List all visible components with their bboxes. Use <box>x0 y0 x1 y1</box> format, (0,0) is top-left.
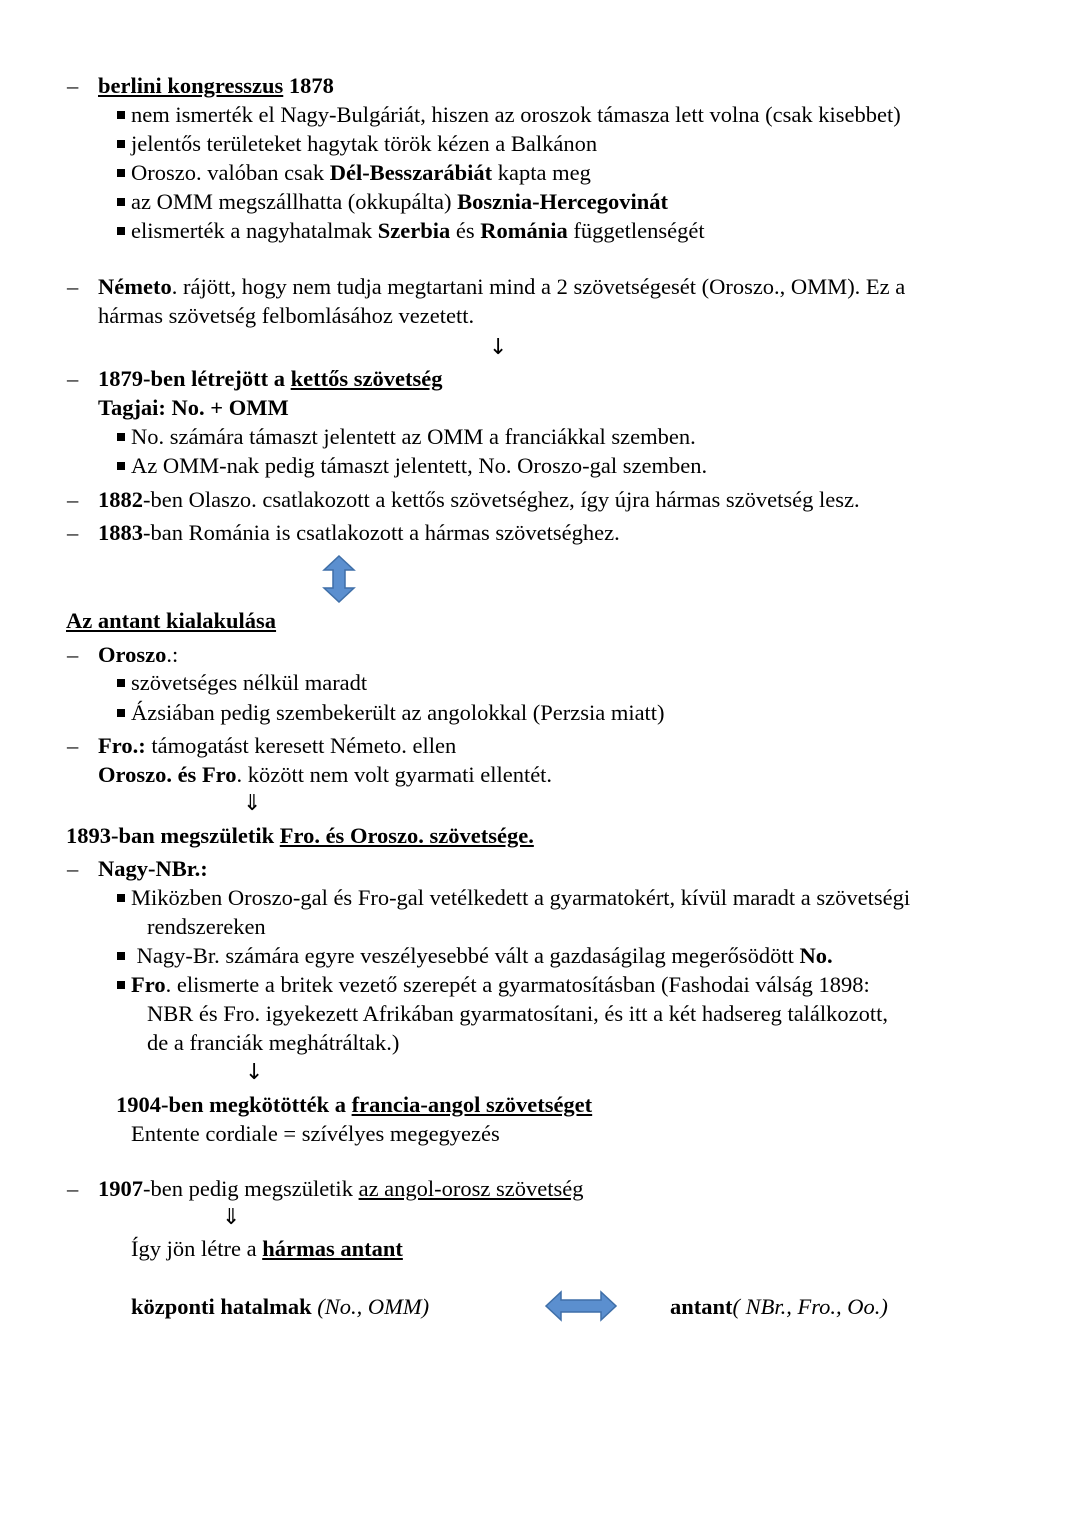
y1883-line <box>98 518 620 547</box>
bold-term: Románia <box>480 218 568 243</box>
bold-term: antant <box>670 1294 733 1319</box>
bullet-square-icon <box>117 433 125 441</box>
list-item <box>117 941 833 970</box>
bullet-square-icon <box>117 709 125 717</box>
kettos-heading <box>98 364 443 393</box>
underlined-term: az angol-orosz szövetség <box>358 1176 584 1201</box>
paragraph-text: Így jön létre a <box>131 1236 263 1261</box>
list-item-continuation: rendszereken <box>147 914 266 939</box>
antant-label <box>670 1292 888 1321</box>
berlin-title: berlini kongresszus <box>98 73 284 98</box>
list-dash: – <box>67 856 79 881</box>
list-item-text: jelentős területeket hagytak török kézen a Balkánon <box>131 131 598 156</box>
list-item <box>117 422 696 451</box>
list-dash: – <box>67 73 79 98</box>
bold-term: 1904-ben megkötötték a <box>116 1092 352 1117</box>
list-item <box>117 129 597 158</box>
list-item-text: . elismerte a britek vezető szerepét a gyarmatosításban (Fashodai válság 1898: <box>165 972 870 997</box>
bullet-square-icon <box>117 679 125 687</box>
bold-term: No. <box>799 943 833 968</box>
list-dash: – <box>67 366 79 391</box>
list-item-text: Miközben Oroszo-gal és Fro-gal vetélkedett a gyarmatokért, kívül maradt a szövetségi <box>131 885 911 910</box>
bold-term: Oroszo. és Fro <box>98 762 237 787</box>
section-heading: Az antant kialakulása <box>66 608 277 633</box>
y1904-line <box>116 1090 592 1119</box>
bold-term: Bosznia-Hercegovinát <box>457 189 668 214</box>
harmas-antant-line <box>131 1234 403 1263</box>
list-item-text: No. számára támaszt jelentett az OMM a franciákkal szemben. <box>131 424 696 449</box>
list-item <box>117 187 668 216</box>
bold-underlined-term: francia-angol szövetséget <box>351 1092 593 1117</box>
list-item <box>117 883 910 912</box>
y1882-line <box>98 485 860 514</box>
nemeto-line-1 <box>98 272 905 301</box>
bold-term: Fro.: <box>98 733 146 758</box>
list-item-text: Nagy-Br. számára egyre veszélyesebbé vált a gazdaságilag megerősödött <box>131 943 800 968</box>
paragraph-text: -ben pedig megszületik <box>143 1176 359 1201</box>
bold-term: Nagy-NBr.: <box>98 856 208 881</box>
kettos-members <box>98 393 289 422</box>
bullet-square-icon <box>117 140 125 148</box>
double-arrow-down-icon: ⇓ <box>222 1205 241 1230</box>
bold-term: Tagjai: No. + OMM <box>98 395 289 420</box>
list-item-text: és <box>450 218 481 243</box>
paragraph-text: -ben Olaszo. csatlakozott a kettős szövetséghez, így újra hármas szövetség lesz. <box>143 487 860 512</box>
nemeto-line-2: hármas szövetség felbomlásához vezetett. <box>98 303 475 328</box>
list-item-text: Az OMM-nak pedig támaszt jelentett, No. Oroszo-gal szemben. <box>131 453 708 478</box>
bullet-square-icon <box>117 198 125 206</box>
list-item-text: Ázsiában pedig szembekerült az angolokkal (Perzsia miatt) <box>131 700 665 725</box>
paragraph-text: . rájött, hogy nem tudja megtartani mind a 2 szövetségesét (Oroszo., OMM). Ez a <box>171 274 906 299</box>
list-item-text: függetlenségét <box>567 218 705 243</box>
list-item-continuation: de a franciák meghátráltak.) <box>147 1030 400 1055</box>
list-dash: – <box>67 1176 79 1201</box>
paragraph-text: támogatást keresett Németo. ellen <box>145 733 457 758</box>
paragraph-text: . között nem volt gyarmati ellentét. <box>236 762 553 787</box>
double-arrow-vertical-icon <box>322 555 356 603</box>
list-dash: – <box>67 520 79 545</box>
bold-term: 1879-ben létrejött a <box>98 366 291 391</box>
nbr-heading <box>98 854 208 883</box>
list-item <box>117 100 901 129</box>
list-item-text: Oroszo. valóban csak <box>131 160 330 185</box>
list-item-continuation: NBR és Fro. igyekezett Afrikában gyarmatosítani, és itt a két hadsereg találkozott, <box>147 1001 889 1026</box>
list-item <box>117 970 870 999</box>
list-item <box>117 158 591 187</box>
antant-heading <box>66 606 276 635</box>
list-item <box>117 216 705 245</box>
bullet-square-icon <box>117 981 125 989</box>
list-dash: – <box>67 274 79 299</box>
y1907-line <box>98 1174 584 1203</box>
list-item-text: elismerték a nagyhatalmak <box>131 218 378 243</box>
bold-term: Oroszo <box>98 642 167 667</box>
list-dash: – <box>67 733 79 758</box>
list-item <box>117 698 665 727</box>
list-item <box>117 668 367 697</box>
kozponti-hatalmak-label <box>131 1292 429 1321</box>
arrow-down-icon: ↓ <box>245 1060 264 1085</box>
berlin-heading <box>98 71 334 100</box>
list-dash: – <box>67 642 79 667</box>
bold-term: 1883 <box>98 520 143 545</box>
double-arrow-horizontal-icon <box>545 1290 617 1322</box>
paragraph-text: .: <box>166 642 179 667</box>
double-arrow-down-icon: ⇓ <box>243 791 262 816</box>
bold-term: Fro <box>131 972 166 997</box>
entente-line: Entente cordiale = szívélyes megegyezés <box>131 1121 500 1146</box>
bold-term: 1882 <box>98 487 143 512</box>
bold-term: Dél-Besszarábiát <box>329 160 493 185</box>
bold-term: Szerbia <box>377 218 451 243</box>
italic-members: (No., OMM) <box>311 1294 430 1319</box>
bold-underlined-term: hármas antant <box>262 1236 403 1261</box>
bold-term: központi hatalmak <box>131 1294 312 1319</box>
fro-line-1 <box>98 731 456 760</box>
list-item <box>117 451 707 480</box>
list-item-text: az OMM megszállhatta (okkupálta) <box>131 189 458 214</box>
y1893-line <box>66 821 534 850</box>
bullet-square-icon <box>117 227 125 235</box>
list-item-text: szövetséges nélkül maradt <box>131 670 368 695</box>
bold-underlined-term: Fro. és Oroszo. szövetsége. <box>279 823 534 848</box>
berlin-year: 1878 <box>283 73 334 98</box>
bullet-square-icon <box>117 894 125 902</box>
bold-term: 1893-ban megszületik <box>66 823 280 848</box>
bold-term: Németo <box>98 274 172 299</box>
fro-line-2 <box>98 760 552 789</box>
bullet-square-icon <box>117 462 125 470</box>
arrow-down-icon: ↓ <box>489 335 508 360</box>
paragraph-text: -ban Románia is csatlakozott a hármas szövetséghez. <box>143 520 620 545</box>
bold-term: 1907 <box>98 1176 143 1201</box>
bullet-square-icon <box>117 111 125 119</box>
bullet-square-icon <box>117 169 125 177</box>
bullet-square-icon <box>117 952 125 960</box>
list-item-text: kapta meg <box>492 160 591 185</box>
list-item-text: nem ismerték el Nagy-Bulgáriát, hiszen az oroszok támasza lett volna (csak kisebbet) <box>131 102 901 127</box>
oroszo-heading <box>98 640 178 669</box>
bold-underlined-term: kettős szövetség <box>290 366 443 391</box>
italic-members: ( NBr., Fro., Oo.) <box>732 1294 888 1319</box>
list-dash: – <box>67 487 79 512</box>
